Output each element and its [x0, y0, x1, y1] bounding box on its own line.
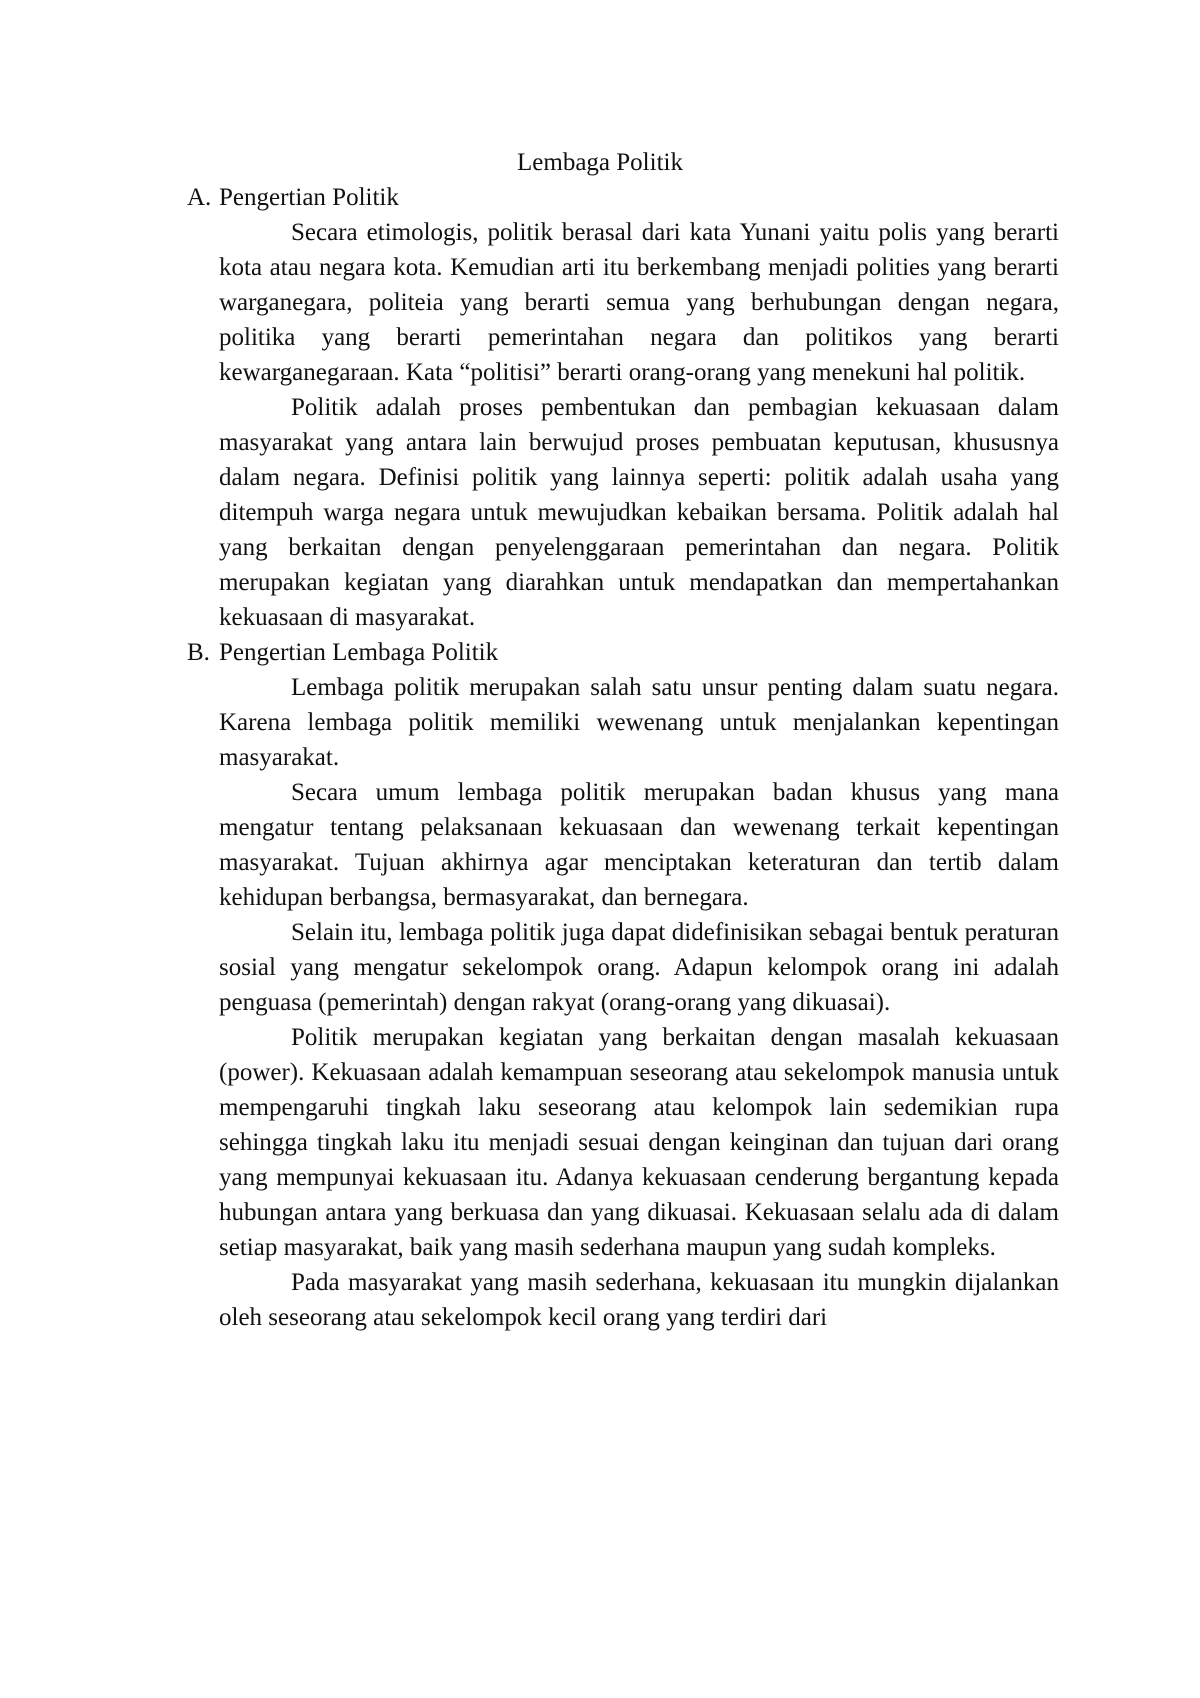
paragraph: Selain itu, lembaga politik juga dapat didefinisikan sebagai bentuk peraturan sosial yang mengatur sekelompok orang. Adapun kelompok orang ini adalah penguasa (pemerintah) dengan rakyat (orang-orang yang dikuasai). — [219, 919, 1059, 1016]
paragraph: Secara umum lembaga politik merupakan badan khusus yang mana mengatur tentang pelaksanaan kekuasaan dan wewenang terkait kepentingan masyarakat. Tujuan akhirnya agar menciptakan keteraturan dan tertib dalam kehidupan berbangsa, bermasyarakat, dan bernegara. — [219, 779, 1059, 911]
paragraph: Politik adalah proses pembentukan dan pembagian kekuasaan dalam masyarakat yang antara lain berwujud proses pembuatan keputusan, khususnya dalam negara. Definisi politik yang lainnya seperti: politik adalah usaha yang ditempuh warga negara untuk mewujudkan kebaikan bersama. Politik adalah hal yang berkaitan dengan penyelenggaraan pemerintahan dan negara. Politik merupakan kegiatan yang diarahkan untuk mendapatkan dan mempertahankan kekuasaan di masyarakat. — [219, 394, 1059, 631]
paragraph: Politik merupakan kegiatan yang berkaitan dengan masalah kekuasaan (power). Kekuasaan adalah kemampuan seseorang atau sekelompok manusia untuk mempengaruhi tingkah laku seseorang atau kelompok lain sedemikian rupa sehingga tingkah laku itu menjadi sesuai dengan keinginan dan tujuan dari orang yang mempunyai kekuasaan itu. Adanya kekuasaan cenderung bergantung kepada hubungan antara yang berkuasa dan yang dikuasai. Kekuasaan selalu ada di dalam setiap masyarakat, baik yang masih sederhana maupun yang sudah kompleks. — [219, 1024, 1059, 1261]
section-letter: B. — [187, 639, 210, 666]
section-pengertian-lembaga-politik — [187, 635, 1059, 1335]
paragraph: Secara etimologis, politik berasal dari kata Yunani yaitu polis yang berarti kota atau negara kota. Kemudian arti itu berkembang menjadi polities yang berarti warganegara, politeia yang berarti semua yang berhubungan dengan negara, politika yang berarti pemerintahan negara dan politikos yang berarti kewarganegaraan. Kata “politisi” berarti orang-orang yang menekuni hal politik. — [219, 219, 1059, 386]
document-body — [187, 180, 1059, 1335]
page-title: Lembaga Politik — [517, 149, 683, 176]
section-heading — [187, 635, 1059, 670]
section-heading-text: Pengertian Politik — [219, 184, 399, 211]
paragraph: Lembaga politik merupakan salah satu unsur penting dalam suatu negara. Karena lembaga politik memiliki wewenang untuk menjalankan kepentingan masyarakat. — [219, 674, 1059, 771]
section-heading-text: Pengertian Lembaga Politik — [219, 639, 499, 666]
section-heading — [187, 180, 1059, 215]
section-pengertian-politik — [187, 180, 1059, 635]
section-letter: A. — [187, 184, 212, 211]
paragraph: Pada masyarakat yang masih sederhana, kekuasaan itu mungkin dijalankan oleh seseorang atau sekelompok kecil orang yang terdiri dari — [219, 1269, 1059, 1331]
